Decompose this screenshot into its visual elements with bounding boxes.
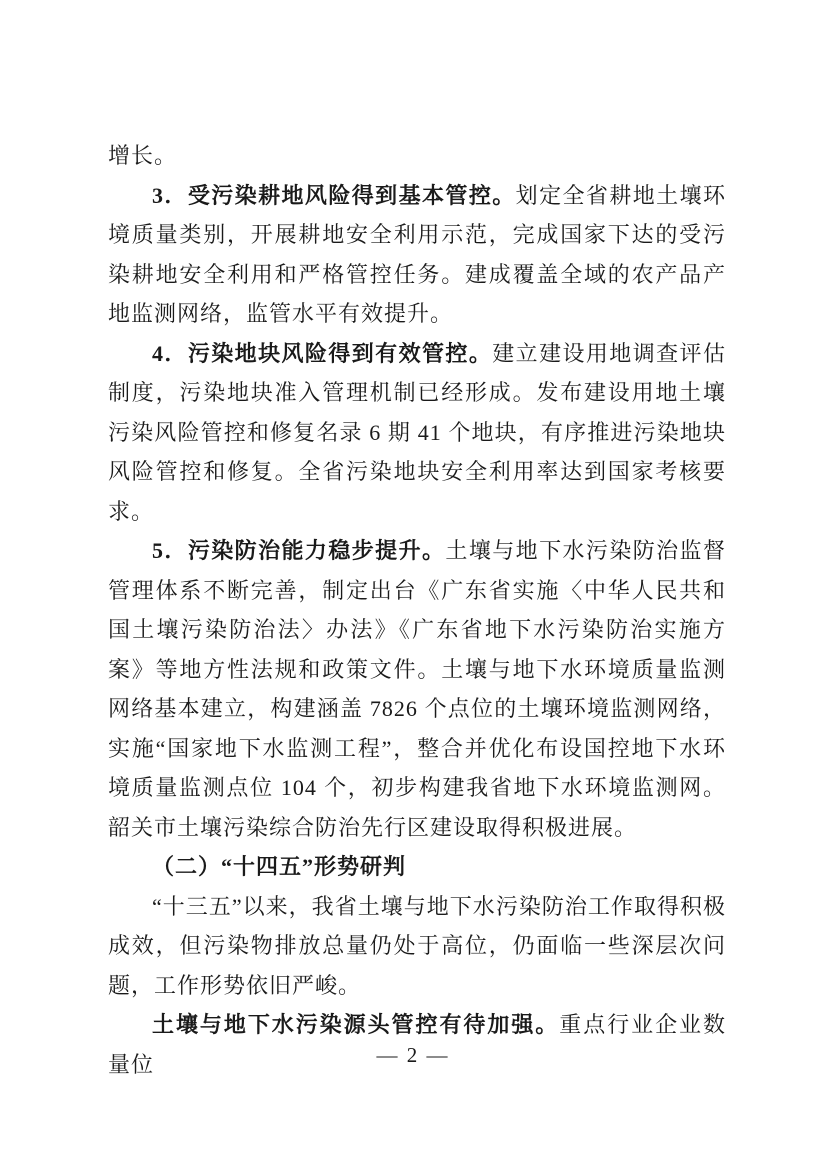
paragraph-item-3-farmland-risk [108,176,726,334]
paragraph-bold-lead: 4．污染地块风险得到有效管控。 [152,340,493,366]
paragraph-text: 建立建设用地调查评估制度，污染地块准入管理机制已经形成。发布建设用地土壤污染风险管控和修复名录 6 期 41 个地块，有序推进污染地块风险管控和修复。全省污染地块安全利用率达到国家考核要求。 [108,340,726,524]
paragraph-13th-five-year-summary [108,887,726,1006]
paragraph-bold-lead: 3．受污染耕地风险得到基本管控。 [152,182,516,208]
paragraph-bold-lead: 土壤与地下水污染源头管控有待加强。 [152,1012,560,1037]
paragraph-item-5-prevention-capacity [108,531,726,847]
paragraph-text: 重点行业企业数量位 [108,1012,726,1077]
paragraph-growth-continuation [108,136,726,176]
paragraph-text: “十三五”以来，我省土壤与地下水污染防治工作取得积极成效，但污染物排放总量仍处于高位，仍面临一些深层次问题，工作形势依旧严峻。 [108,893,726,998]
paragraph-text: 增长。 [108,143,178,168]
document-body [108,136,726,1084]
paragraph-item-4-polluted-plot-risk [108,334,726,532]
section-heading-14th-five-year-outlook: （二）“十四五”形势研判 [152,854,407,879]
page-number: — 2 — [376,1043,450,1067]
paragraph-text: 划定全省耕地土壤环境质量类别，开展耕地安全利用示范，完成国家下达的受污染耕地安全利用和严格管控任务。建成覆盖全域的农产品产地监测网络，监管水平有效提升。 [108,182,726,326]
paragraph-text: 土壤与地下水污染防治监督管理体系不断完善，制定出台《广东省实施〈中华人民共和国土壤污染防治法〉办法》《广东省地下水污染防治实施方案》等地方性法规和政策文件。土壤与地下水环境质量监测网络基本建立，构建涵盖 7826 个点位的土壤环境监测网络，实施“国家地下水监测工程”，整合并优化布设国控地下水环境质量监测点位 104 个，初步构建我省地下水环境监测网。韶关市土壤污染综合防治先行区建设取得积极进展。 [108,538,726,840]
paragraph-bold-lead: 5．污染防治能力稳步提升。 [152,538,446,563]
